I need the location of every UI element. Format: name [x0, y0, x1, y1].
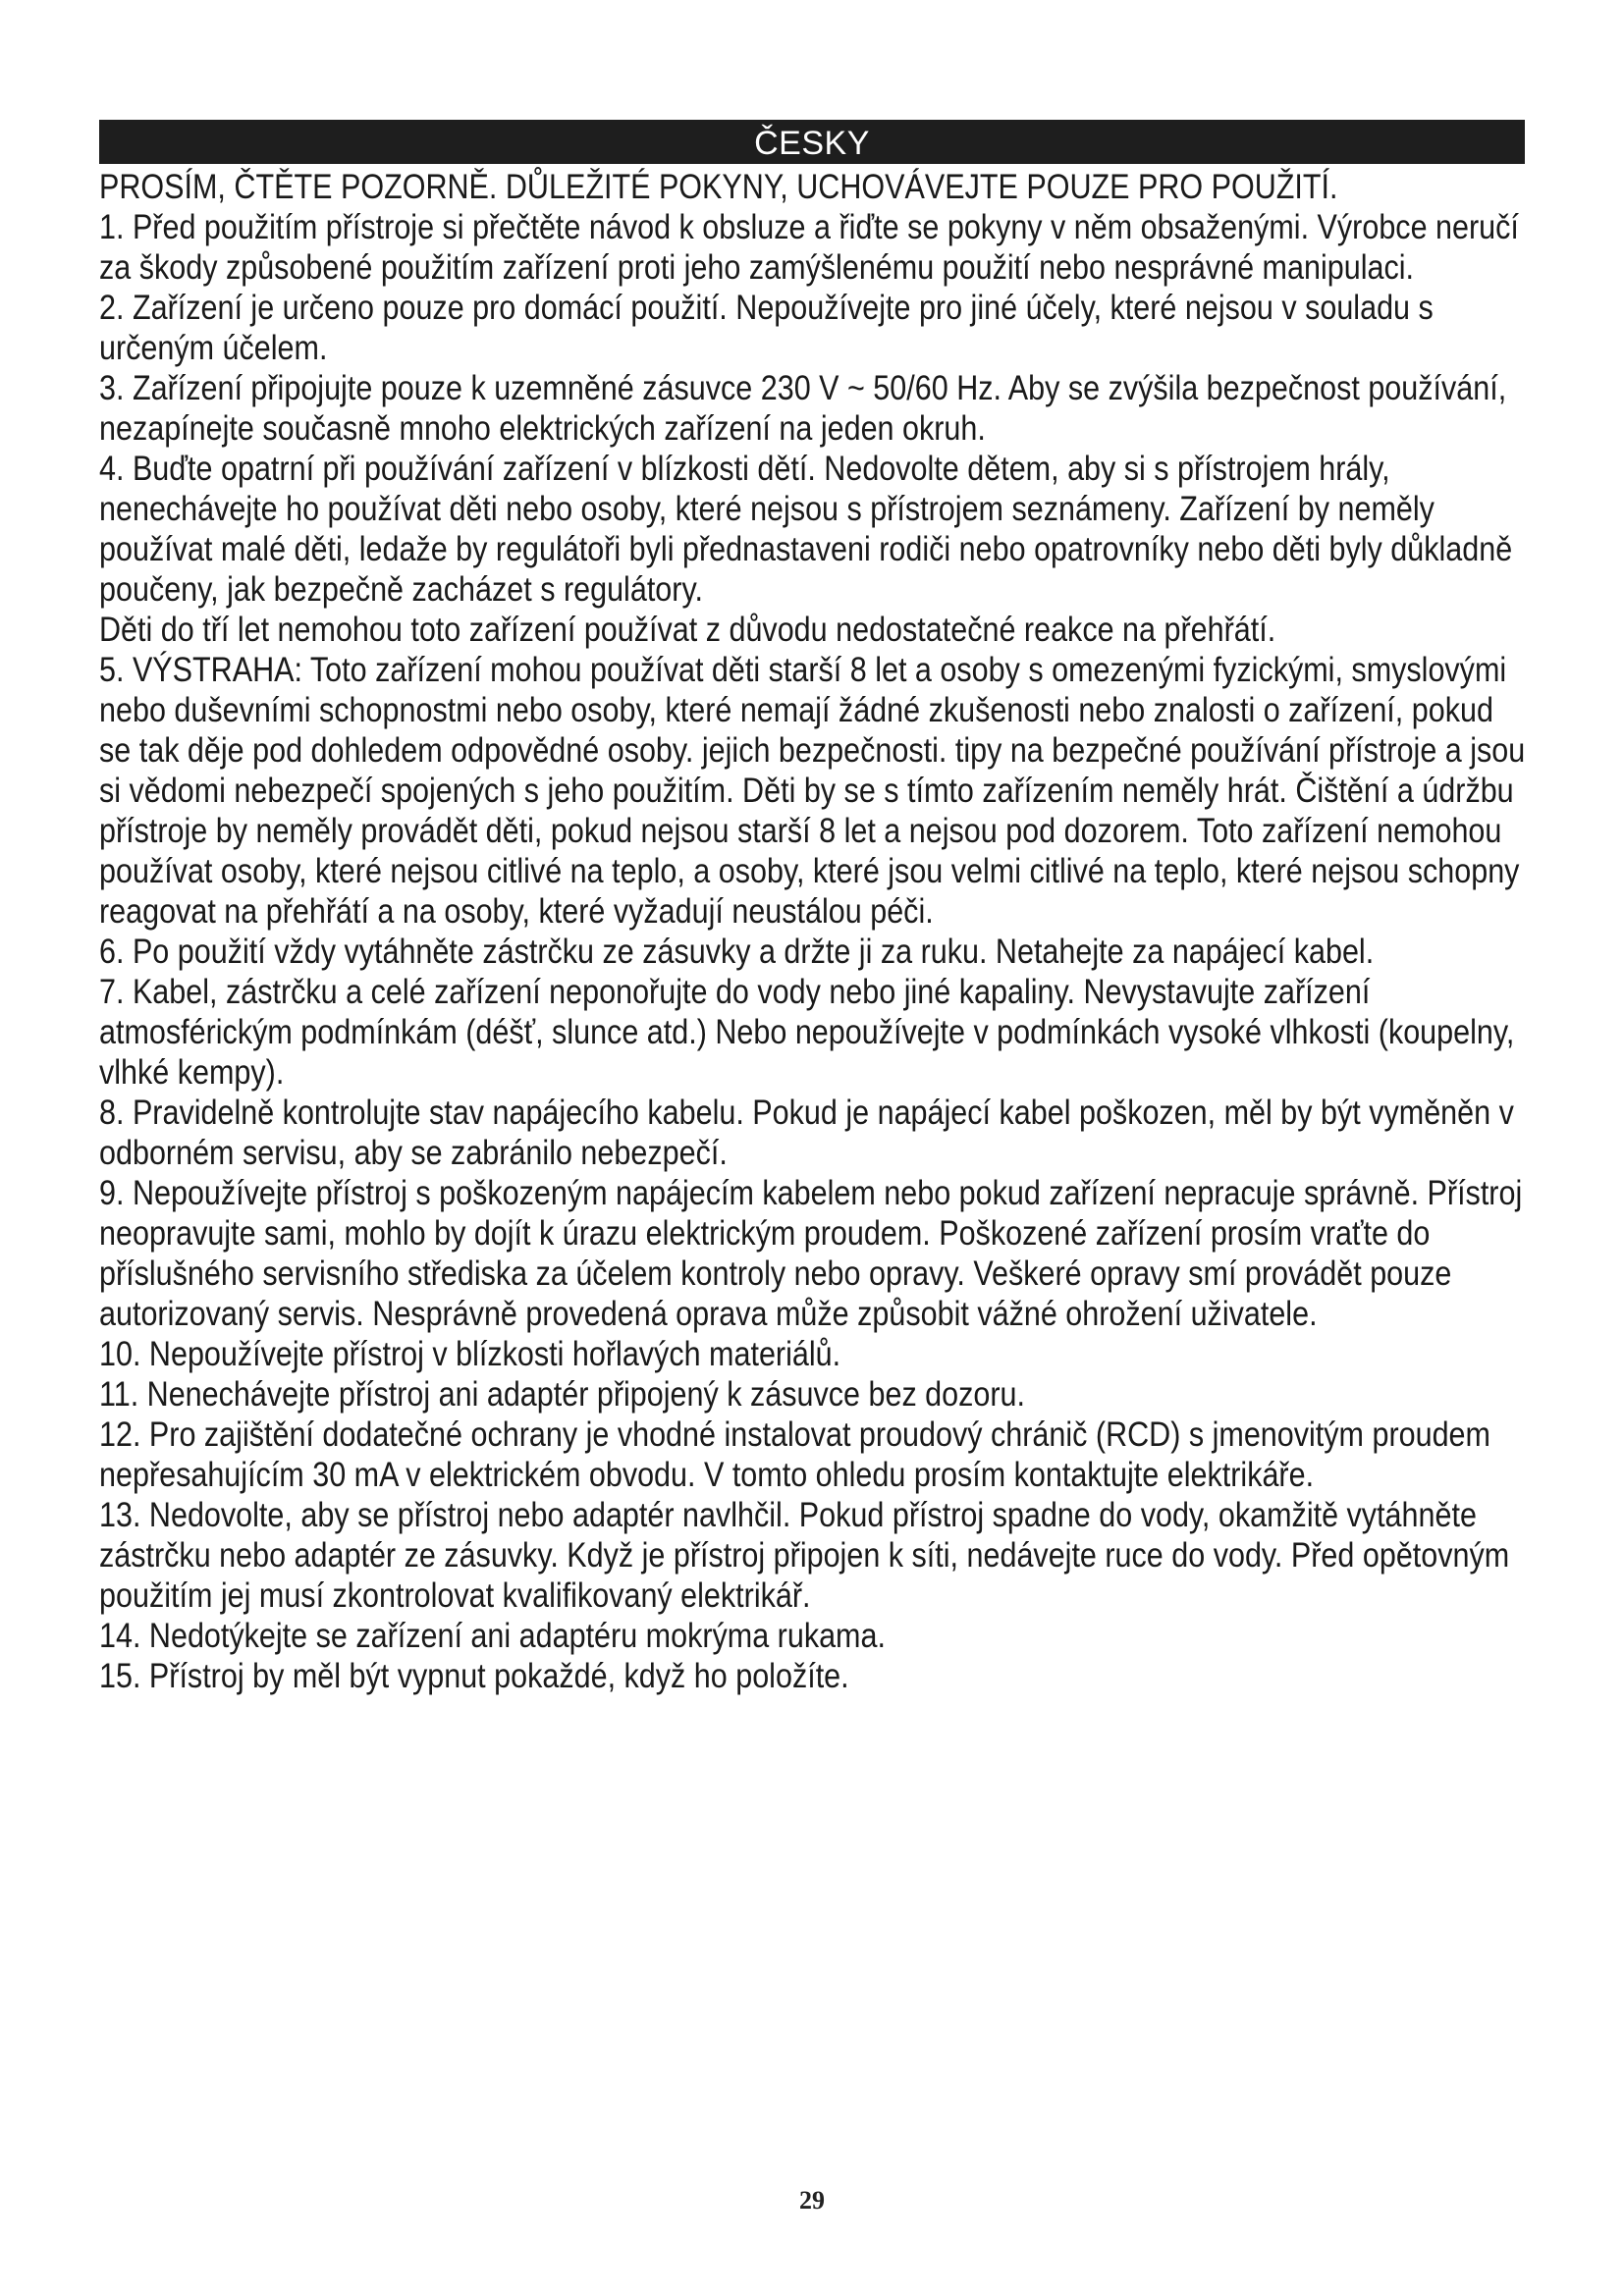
instruction-paragraph: 3. Zařízení připojujte pouze k uzemněné zásuvce 230 V ~ 50/60 Hz. Aby se zvýšila bezpečnost používání, nezapínejte současně mnoho elektrických zařízení na jeden okruh.: [99, 368, 1507, 448]
instruction-paragraph: 2. Zařízení je určeno pouze pro domácí použití. Nepoužívejte pro jiné účely, které nejsou v souladu s určeným účelem.: [99, 288, 1434, 367]
instruction-paragraph: 7. Kabel, zástrčku a celé zařízení neponořujte do vody nebo jiné kapaliny. Nevystavujte zařízení atmosférickým podmínkám (déšť, slunce atd.) Nebo nepoužívejte v podmínkách vysoké vlhkosti (koupelny, vlhké kempy).: [99, 972, 1515, 1092]
safety-instructions: [99, 167, 1528, 1696]
instruction-paragraph: 15. Přístroj by měl být vypnut pokaždé, když ho položíte.: [99, 1656, 849, 1695]
instruction-paragraph: Děti do tří let nemohou toto zařízení používat z důvodu nedostatečné reakce na přehřátí.: [99, 610, 1276, 649]
instruction-paragraph: 13. Nedovolte, aby se přístroj nebo adaptér navlhčil. Pokud přístroj spadne do vody, okamžitě vytáhněte zástrčku nebo adaptér ze zásuvky. Když je přístroj připojen k síti, nedávejte ruce do vody. Před opětovným použitím jej musí zkontrolovat kvalifikovaný elektrikář.: [99, 1495, 1510, 1615]
instruction-paragraph: 6. Po použití vždy vytáhněte zástrčku ze zásuvky a držte ji za ruku. Netahejte za napájecí kabel.: [99, 932, 1375, 971]
instruction-paragraph: 11. Nenechávejte přístroj ani adaptér připojený k zásuvce bez dozoru.: [99, 1374, 1026, 1414]
instruction-paragraph: 8. Pravidelně kontrolujte stav napájecího kabelu. Pokud je napájecí kabel poškozen, měl by být vyměněn v odborném servisu, aby se zabránilo nebezpečí.: [99, 1093, 1514, 1172]
instructions-heading: PROSÍM, ČTĚTE POZORNĚ. DŮLEŽITÉ POKYNY, UCHOVÁVEJTE POUZE PRO POUŽITÍ.: [99, 167, 1338, 206]
instruction-paragraph: 14. Nedotýkejte se zařízení ani adaptéru mokrýma rukama.: [99, 1616, 886, 1655]
instruction-paragraph: 5. VÝSTRAHA: Toto zařízení mohou používat děti starší 8 let a osoby s omezenými fyzickými, smyslovými nebo duševními schopnostmi nebo osoby, které nemají žádné zkušenosti nebo znalosti o zařízení, pokud se tak děje pod dohledem odpovědné osoby. jejich bezpečnosti. tipy na bezpečné používání přístroje a jsou si vědomi nebezpečí spojených s jeho použitím. Děti by se s tímto zařízením neměly hrát. Čištění a údržbu přístroje by neměly provádět děti, pokud nejsou starší 8 let a nejsou pod dozorem. Toto zařízení nemohou používat osoby, které nejsou citlivé na teplo, a osoby, které jsou velmi citlivé na teplo, které nejsou schopny reagovat na přehřátí a na osoby, které vyžadují neustálou péči.: [99, 650, 1526, 931]
instruction-paragraph: 1. Před použitím přístroje si přečtěte návod k obsluze a řiďte se pokyny v něm obsaženými. Výrobce neručí za škody způsobené použitím zařízení proti jeho zamýšlenému použití nebo nesprávné manipulaci.: [99, 207, 1519, 287]
instruction-paragraph: 4. Buďte opatrní při používání zařízení v blízkosti dětí. Nedovolte dětem, aby si s přístrojem hrály, nenechávejte ho používat děti nebo osoby, které nejsou s přístrojem seznámeny. Zařízení by neměly používat malé děti, ledaže by regulátoři byli přednastaveni rodiči nebo opatrovníky nebo děti byly důkladně poučeny, jak bezpečně zacházet s regulátory.: [99, 449, 1513, 609]
instruction-paragraph: 9. Nepoužívejte přístroj s poškozeným napájecím kabelem nebo pokud zařízení nepracuje správně. Přístroj neopravujte sami, mohlo by dojít k úrazu elektrickým proudem. Poškozené zařízení prosím vraťte do příslušného servisního střediska za účelem kontroly nebo opravy. Veškeré opravy smí provádět pouze autorizovaný servis. Nesprávně provedená oprava může způsobit vážné ohrožení uživatele.: [99, 1173, 1523, 1333]
page-number: 29: [799, 2186, 825, 2215]
instruction-paragraph: 10. Nepoužívejte přístroj v blízkosti hořlavých materiálů.: [99, 1334, 841, 1373]
instruction-paragraph: 12. Pro zajištění dodatečné ochrany je vhodné instalovat proudový chránič (RCD) s jmenovitým proudem nepřesahujícím 30 mA v elektrickém obvodu. V tomto ohledu prosím kontaktujte elektrikáře.: [99, 1415, 1490, 1494]
language-header-bar: ČESKY: [99, 120, 1525, 164]
